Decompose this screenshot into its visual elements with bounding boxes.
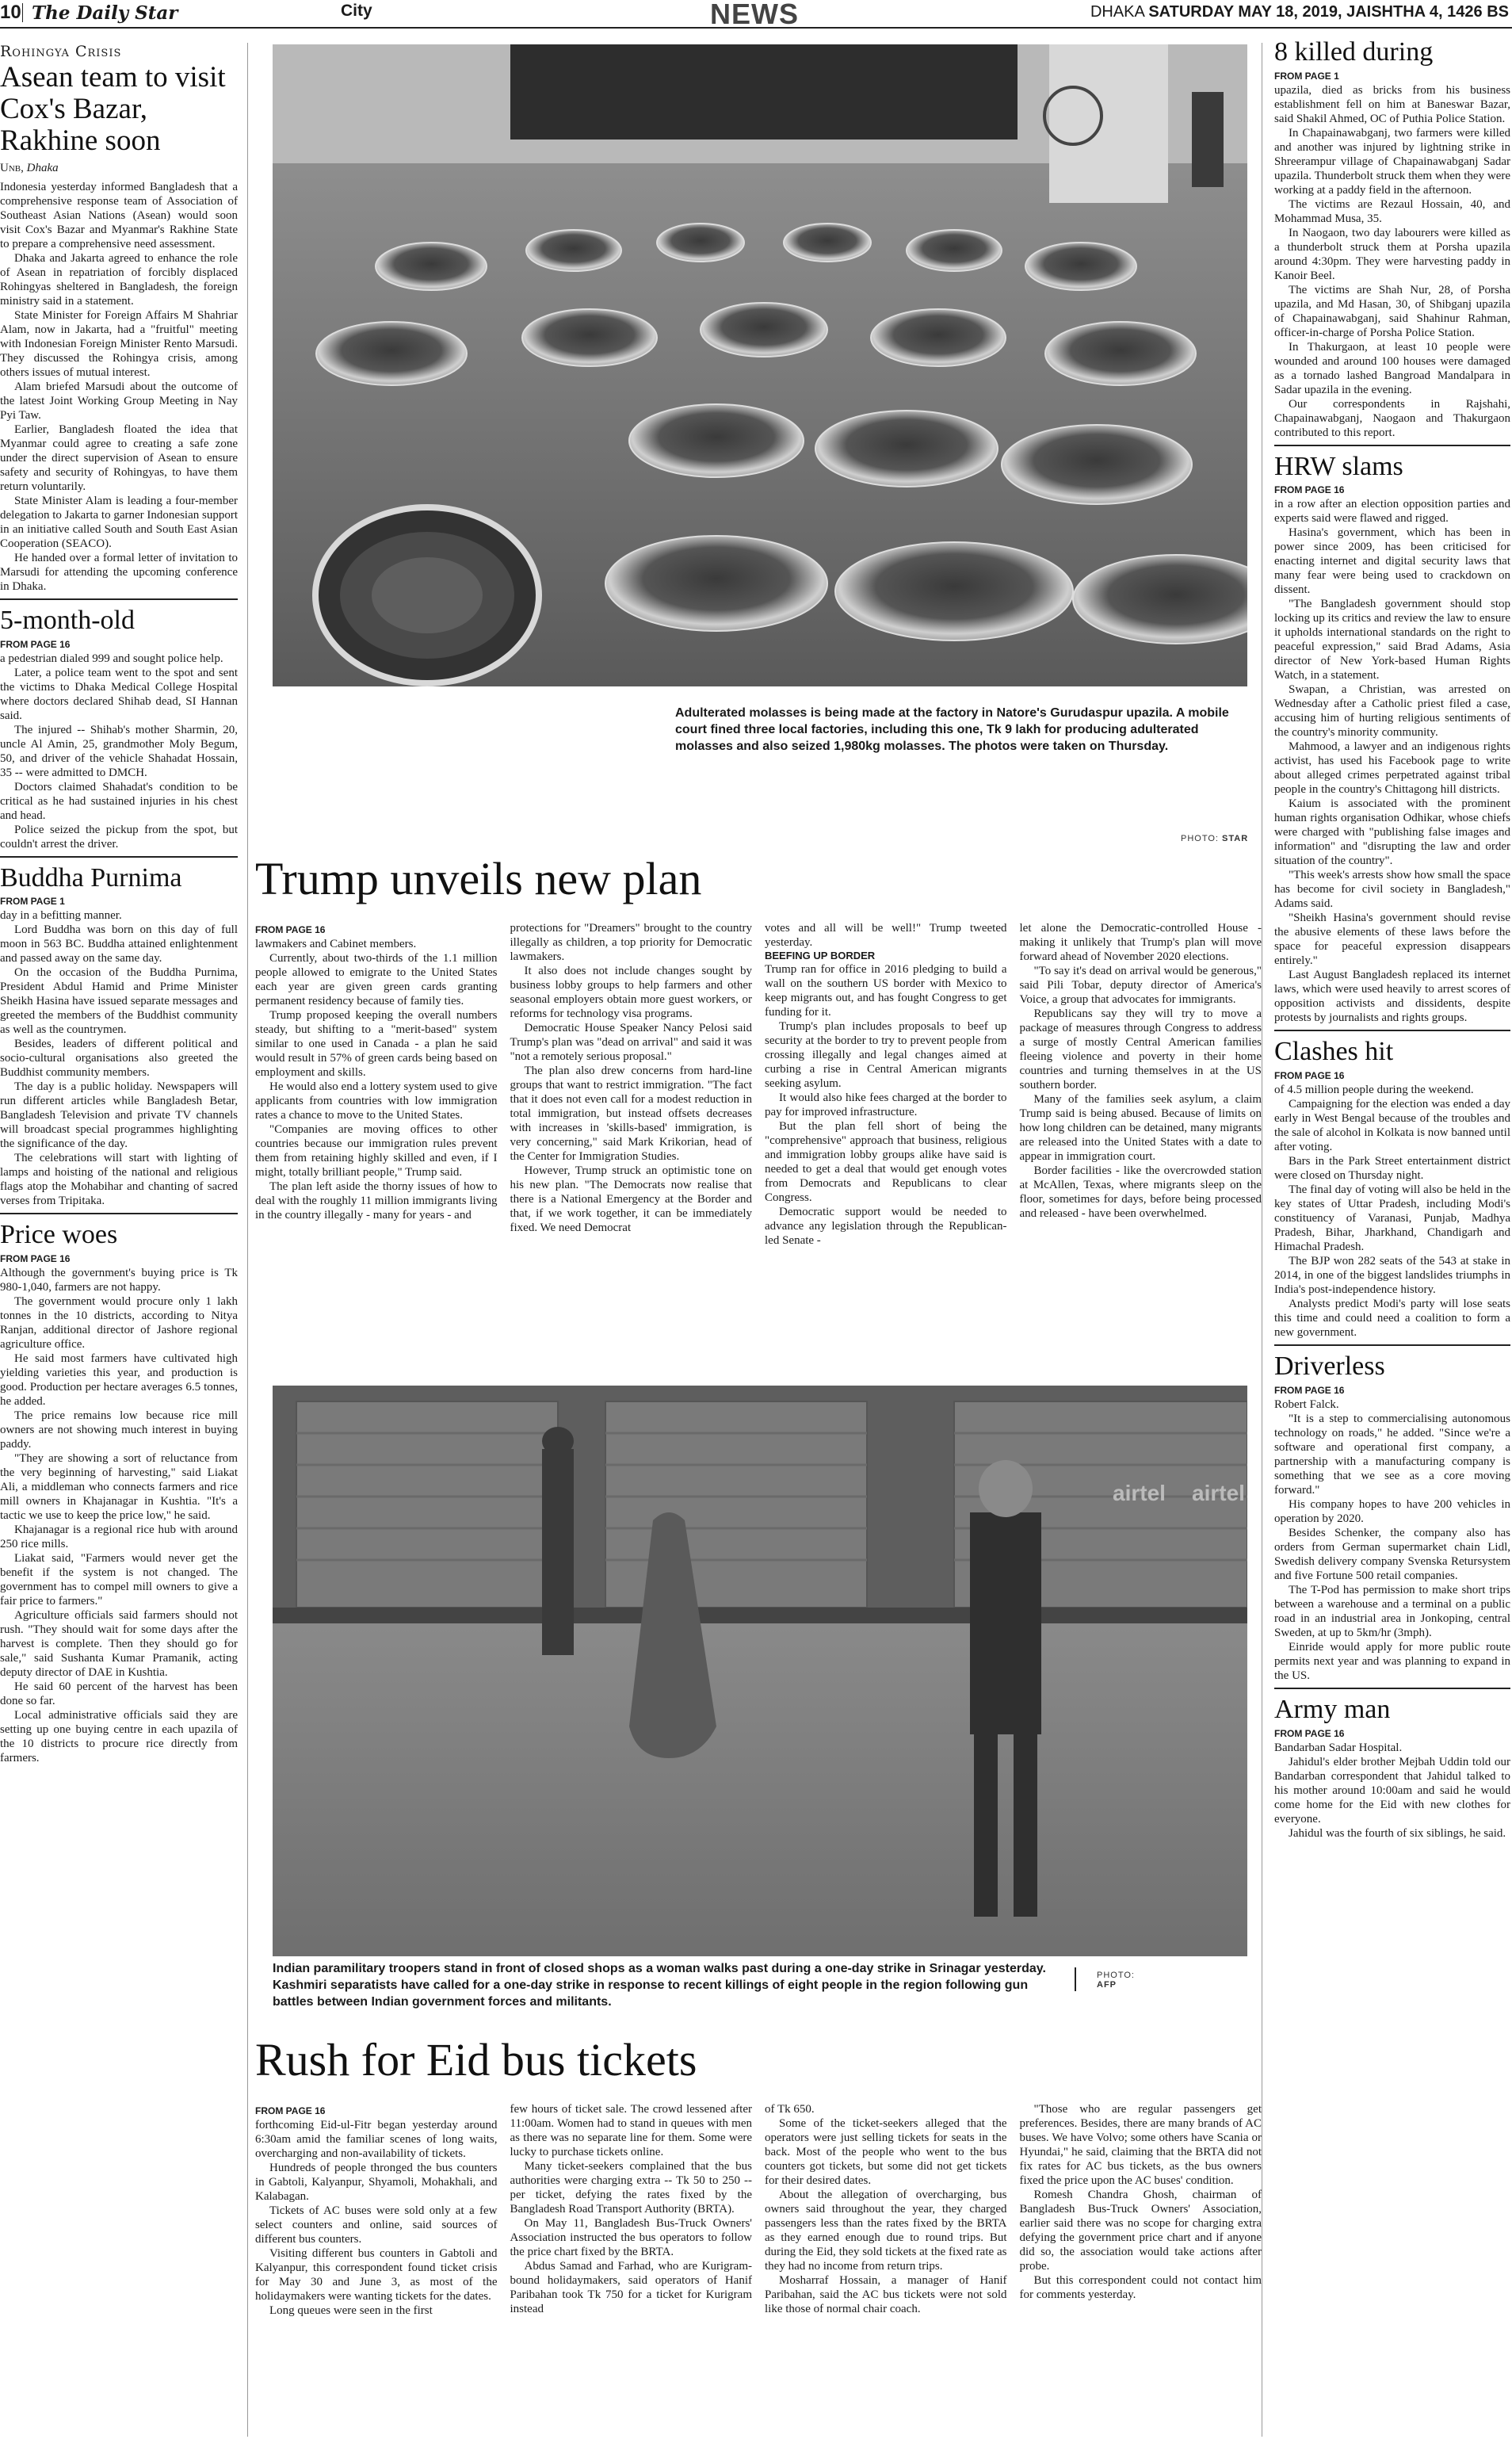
paragraph: The BJP won 282 seats of the 543 at stake in 2014, in one of the biggest landslides triumphs in India's post-independence history. <box>1274 1255 1510 1297</box>
credit-divider <box>1075 1967 1076 1991</box>
paragraph: Indonesia yesterday informed Bangladesh that a comprehensive response team of Association of Southeast Asian Nations (Asean) would soon visit Cox's Bazar and Myanmar's Rakhine State to prepare a comprehensive need assessment. <box>0 180 238 250</box>
jump-label: FROM PAGE 16 <box>1274 1727 1345 1739</box>
jump-label: FROM PAGE 16 <box>1274 1070 1345 1082</box>
paragraph: Police seized the pickup from the spot, but couldn't arrest the driver. <box>0 823 238 851</box>
paragraph: votes and all will be well!" Trump tweeted yesterday. <box>765 922 1007 949</box>
paragraph: However, Trump struck an optimistic tone on his new plan. "The Democrats now realise that there is a National Emergency at the Border and that, if we work together, it can be immediately fixed. We need Democrat <box>510 1164 752 1234</box>
article-body <box>0 1266 238 1765</box>
page-number: 10 <box>0 2 21 23</box>
article-headline: Rush for Eid bus tickets <box>255 2034 697 2086</box>
divider <box>1274 1030 1510 1031</box>
article-headline: Buddha Purnima <box>0 862 182 893</box>
shop-sign: airtel <box>1113 1481 1166 1505</box>
paragraph: Last August Bangladesh replaced its internet laws, which were used heavily to arrest scores of opposition activists and dissidents, despite protests by journalists and rights groups. <box>1274 969 1510 1025</box>
paragraph: Analysts predict Modi's party will lose seats this time and could need a coalition to form a new government. <box>1274 1298 1510 1340</box>
paragraph: On the occasion of the Buddha Purnima, President Abdul Hamid and Prime Minister Sheikh Hasina have issued separate messages and greeted the members of the Buddhist community as well as the countrymen. <box>0 966 238 1037</box>
paragraph: Robert Falck. <box>1274 1397 1339 1411</box>
paragraph: The victims are Shah Nur, 28, of Porsha upazila, and Md Hasan, 30, of Shibganj upazila of Chapainawabganj, said Shahinur Rahman, officer-in-charge of Porsha Police Station. <box>1274 283 1510 339</box>
paragraph: Border facilities - like the overcrowded station at McAllen, Texas, where migrants sleep on the floor, sometimes for days, before being processed and released - have been overwhelmed. <box>1019 1164 1262 1220</box>
credit-source: AFP <box>1097 1980 1117 1990</box>
article-body <box>0 652 238 851</box>
article-body <box>1274 1397 1510 1683</box>
paragraph: Liakat said, "Farmers would never get the benefit if the system is not changed. The government has to compel mill owners to give a fair price to farmers." <box>0 1552 238 1608</box>
paragraph: Local administrative officials said they are setting up one buying centre in each upazila of the 10 districts to procure rice directly from farmers. <box>0 1709 238 1765</box>
paragraph: He said most farmers have cultivated high yielding varieties this year, and production is good. Production per hectare averages 6.5 tonnes, he added. <box>0 1352 238 1409</box>
paragraph: Tickets of AC buses were sold only at a few select counters and online, said sources of different bus counters. <box>255 2204 498 2246</box>
section-label: City <box>341 2 372 20</box>
paragraph: let alone the Democratic-controlled House - making it unlikely that Trump's plan will move forward ahead of November 2020 elections. <box>1019 922 1262 963</box>
article-body <box>0 908 238 1208</box>
paragraph: Dhaka and Jakarta agreed to enhance the role of Asean in repatriation of forcibly displaced Rohingyas sheltered in Bangladesh, the foreign ministry said in a statement. <box>0 251 238 308</box>
divider <box>1274 445 1510 446</box>
paragraph: Visiting different bus counters in Gabtoli and Kalyanpur, this correspondent found ticket crisis for May 30 and June 3, as most of the holidaymakers were wanting tickets for the dates. <box>255 2247 498 2303</box>
paragraph: "Those who are regular passengers get preferences. Besides, there are many brands of AC buses. We have Volvo; some others have Scania or Hyundai," he said, claiming that the BRTA did not fix rates for AC bus tickets, as the bus owners fixed the price upon the AC buses' condition. <box>1019 2103 1262 2187</box>
shop-sign: airtel <box>1192 1481 1245 1505</box>
paragraph: few hours of ticket sale. The crowd lessened after 11:00am. Women had to stand in queues with men as there was no separate line for them. Some were lucky to purchase tickets online. <box>510 2103 752 2158</box>
molasses-closeup-image <box>319 510 536 680</box>
article-headline: 8 killed during <box>1274 37 1434 67</box>
article-headline: Clashes hit <box>1274 1037 1394 1067</box>
jump-label: FROM PAGE 16 <box>255 924 326 935</box>
text-column <box>255 921 498 1248</box>
paragraph: Democratic House Speaker Nancy Pelosi said Trump's plan was "dead on arrival" and said it was "not a remotely serious proposal." <box>510 1022 752 1063</box>
paragraph: His company hopes to have 200 vehicles in operation by 2020. <box>1274 1497 1510 1525</box>
article-headline: Army man <box>1274 1694 1391 1724</box>
header-divider <box>22 3 23 22</box>
divider <box>1274 1688 1510 1689</box>
paragraph: Currently, about two-thirds of the 1.1 million people allowed to emigrate to the United States each year are given green cards granting permanent residency because of family ties. <box>255 952 498 1007</box>
paragraph: The T-Pod has permission to make short trips between a warehouse and a terminal on a public road in an industrial area in Jonkoping, central Sweden, at up to 5km/hr (3mph). <box>1274 1583 1510 1639</box>
paragraph: State Minister for Foreign Affairs M Shahriar Alam, now in Jakarta, had a "fruitful" meeting with Indonesian Foreign Minister Rento Marsudi. They discussed the Rohingya crisis, among others issues of mutual interest. <box>0 308 238 379</box>
credit-label: PHOTO: <box>1097 1971 1135 1980</box>
text-column <box>765 921 1007 1248</box>
paragraph: "Companies are moving offices to other countries because our immigration rules prevent them from retaining highly skilled and even, if I might, totally brilliant people," Trump said. <box>255 1123 498 1179</box>
paragraph: "The Bangladesh government should stop locking up its critics and review the law to ensure it upholds international standards on the right to peaceful expression," said Brad Adams, Asia director of New York-based Human Rights Watch, in a statement. <box>1274 598 1510 682</box>
paragraph: lawmakers and Cabinet members. <box>255 938 417 950</box>
paragraph: The government would procure only 1 lakh tonnes in the 10 districts, according to Nitya Ranjan, additional director of Jashore regional agriculture office. <box>0 1295 238 1351</box>
paragraph: Mahmood, a lawyer and an indigenous rights activist, has used his Facebook page to write about alleged crimes perpetrated against tribal people in the country's Chittagong hill districts. <box>1274 740 1510 797</box>
jump-label: FROM PAGE 16 <box>1274 1384 1345 1396</box>
paragraph: of 4.5 million people during the weekend. <box>1274 1084 1474 1097</box>
paragraph: upazila, died as bricks from his business establishment fell on him at Baneswar Bazar, said Shakil Ahmed, OC of Puthia Police Station. <box>1274 83 1510 125</box>
paragraph: It also does not include changes sought by business lobby groups to help farmers and other seasonal employers obtain more guest workers, or reforms for technology visa programs. <box>510 965 752 1020</box>
paragraph: It would also hike fees charged at the border to pay for improved infrastructure. <box>765 1091 1007 1118</box>
text-column <box>255 2102 498 2318</box>
paragraph: Hasina's government, which has been in power since 2009, has been criticised for enacting internet and digital security laws that many fear were being used to crackdown on dissent. <box>1274 526 1510 597</box>
molasses-photo <box>273 44 1247 686</box>
paragraph: "This week's arrests show how small the space has become for civil society in Bangladesh," Adams said. <box>1274 869 1511 911</box>
paragraph: The day is a public holiday. Newspapers will run different articles while Bangladesh Betar, Bangladesh Television and private TV channels will broadcast special programmes highlighting the significance of the day. <box>0 1080 238 1151</box>
paragraph: Swapan, a Christian, was arrested on Wednesday after a Catholic priest filed a case, accusing him of hurting religious sentiments of the country's minority community. <box>1274 683 1510 740</box>
paragraph: Bandarban Sadar Hospital. <box>1274 1741 1403 1754</box>
article-headline: HRW slams <box>1274 451 1403 481</box>
article-eid <box>255 2102 1262 2318</box>
jump-label: FROM PAGE 16 <box>0 638 71 650</box>
jump-label: FROM PAGE 16 <box>1274 484 1345 496</box>
srinagar-photo <box>273 1386 1247 1956</box>
paragraph: day in a befitting manner. <box>0 909 122 923</box>
article-headline: 5-month-old <box>0 605 135 635</box>
article-body <box>1274 83 1510 440</box>
date-bangla: JAISHTHA 4, 1426 BS <box>1346 3 1509 21</box>
paragraph: Although the government's buying price is Tk 980-1,040, farmers are not happy. <box>0 1267 238 1294</box>
paragraph: The plan also drew concerns from hard-line groups that want to restrict immigration. "The fact that it does not even call for a modest reduction in total immigration, but instead offsets decreases with increases in 'skills-based' immigration, is very concerning," said Mark Krikorian, head of the Center for Immigration Studies. <box>510 1065 752 1163</box>
paragraph: Agriculture officials said farmers should not rush. "They should wait for some days after the harvest is complete. Then they should go for sale," said Sushanta Kumar Pramanik, acting deputy director of DAE in Kushtia. <box>0 1609 238 1680</box>
paragraph: Abdus Samad and Farhad, who are Kurigram-bound holidaymakers, said operators of Hanif Paribahan took Tk 750 for a ticket for Kurigram instead <box>510 2260 752 2315</box>
photo-caption: Adulterated molasses is being made at the factory in Natore's Gurudaspur upazila. A mobile court fined three local factories, including this one, Tk 9 lakh for producing adulterated molasses and also seized 1,980kg molasses. The photos were taken on Thursday. <box>675 706 1229 753</box>
paragraph: In Naogaon, two day labourers were killed as a thunderbolt struck them at Porsha upazila around 4:30pm. They were harvesting paddy in Kanoir Beel. <box>1274 226 1510 282</box>
paragraph: Kaium is associated with the prominent human rights organisation Odhikar, whose chiefs were charged with "publishing false images and information" and "disrupting the law and order situation of the country". <box>1274 797 1510 868</box>
paragraph: About the allegation of overcharging, bus owners said throughout the year, they charged passengers less than the rates fixed by the BRTA as they earned enough due to round trips. But during the Eid, they sold tickets at the fixed rate as they had no income from return trips. <box>765 2189 1007 2273</box>
text-column <box>1020 921 1262 1248</box>
paragraph: Doctors claimed Shahadat's condition to be critical as he had sustained injuries in his chest and head. <box>0 780 238 822</box>
paragraph: On May 11, Bangladesh Bus-Truck Owners' Association instructed the bus operators to follow the price chart fixed by the BRTA. <box>510 2217 752 2258</box>
text-column <box>510 921 753 1248</box>
divider <box>1274 1344 1510 1346</box>
paragraph: The price remains low because rice mill owners are not showing much interest in buying paddy. <box>0 1409 238 1451</box>
article-body <box>0 180 238 594</box>
caption-box <box>273 1959 1247 2032</box>
article-body <box>1274 1083 1510 1340</box>
article-byline <box>0 162 238 175</box>
paragraph: Bars in the Park Street entertainment district were closed on Thursday night. <box>1274 1155 1510 1183</box>
paragraph: The victims are Rezaul Hossain, 40, and Mohammad Musa, 35. <box>1274 197 1510 225</box>
paragraph: Trump's plan includes proposals to beef up security at the border to try to prevent people from crossing illegally and legal changes aimed at curbing a rise in Central American migrants seeking asylum. <box>765 1019 1007 1090</box>
date-main: SATURDAY MAY 18, 2019, <box>1148 3 1342 21</box>
article-headline: Asean team to visit Cox's Bazar, Rakhine soon <box>0 61 226 157</box>
divider <box>0 1213 238 1214</box>
article-trump <box>255 921 1262 1248</box>
divider <box>0 856 238 858</box>
subheading: BEEFING UP BORDER <box>765 950 876 962</box>
byline-agency: Unb, <box>0 161 24 174</box>
paragraph: Long queues were seen in the first <box>269 2304 433 2317</box>
left-column <box>0 43 238 1765</box>
molasses-inset-photo <box>312 504 542 686</box>
photo-credit <box>1181 834 1248 843</box>
paragraph: "They are showing a sort of reluctance from the very beginning of harvesting," said Liakat Ali, a middleman who connects farmers and rice mill owners in Khajanagar in Kushtia. "It's a tactic we use to keep the price low," he said. <box>0 1452 238 1523</box>
paragraph: Later, a police team went to the spot and sent the victims to Dhaka Medical College Hospital where doctors declared Shihab dead, SI Hannan said. <box>0 666 238 722</box>
srinagar-strike-image <box>273 1386 1247 1956</box>
column-rule <box>247 43 248 2437</box>
paragraph: The injured -- Shihab's mother Sharmin, 20, uncle Al Amin, 25, grandmother Moly Begum, 50, and driver of the vehicle Shahadat Hossain, 35 -- were admitted to DMCH. <box>0 723 238 779</box>
article-headline: Trump unveils new plan <box>255 853 702 904</box>
divider <box>0 598 238 600</box>
byline-place: Dhaka <box>26 161 59 174</box>
paragraph: protections for "Dreamers" brought to the country illegally as children, a top priority for Democratic lawmakers. <box>510 922 752 963</box>
paragraph: The celebrations will start with lighting of lamps and hoisting of the national and religious flags atop the Mohabihar and chanting of sacred verses from Tripitaka. <box>0 1152 238 1208</box>
paragraph: Alam briefed Marsudi about the outcome of the latest Joint Working Group Meeting in Nay Pyi Taw. <box>0 380 238 422</box>
jump-label: FROM PAGE 16 <box>0 1253 71 1265</box>
text-column <box>1020 2102 1262 2318</box>
paragraph: Republicans say they will try to move a package of measures through Congress to address a surge of mostly Central American families fleeing violence and poverty in their home countries and turning themselves in at the US southern border. <box>1019 1007 1262 1092</box>
paragraph: Besides Schenker, the company also has orders from German supermarket chain Lidl, Swedish delivery company Svenska Retursystem and five Fortune 500 retail companies. <box>1274 1526 1510 1582</box>
article-headline: Driverless <box>1274 1351 1385 1382</box>
paragraph: He said 60 percent of the harvest has been done so far. <box>0 1680 238 1708</box>
paragraph: Trump proposed keeping the overall numbers steady, but shifting to a "merit-based" system similar to one used in Canada - a plan he said would result in 57% of green cards being based on employment and skills. <box>255 1009 498 1079</box>
paragraph: Jahidul was the fourth of six siblings, he said. <box>1289 1826 1506 1840</box>
article-body <box>1274 1741 1510 1841</box>
paragraph: Khajanagar is a regional rice hub with around 250 rice mills. <box>0 1524 238 1551</box>
paragraph: of Tk 650. <box>765 2103 815 2116</box>
paragraph: In Thakurgaon, at least 10 people were wounded and around 100 houses were damaged as a tornado lashed Bangroad Mandalpara in Sadar upazila in the evening. <box>1274 340 1510 396</box>
article-headline: Price woes <box>0 1220 118 1250</box>
dateline <box>1090 3 1509 21</box>
paragraph: "To say it's dead on arrival would be generous," said Pili Tobar, deputy director of America's Voice, a group that advocates for immigrants. <box>1019 965 1262 1006</box>
paragraph: Trump ran for office in 2016 pledging to build a wall on the southern US border with Mexico to keep migrants out, and has fought Congress to get funding for it. <box>765 962 1007 1019</box>
jump-label: FROM PAGE 1 <box>0 896 65 908</box>
jump-label: FROM PAGE 1 <box>1274 70 1339 82</box>
paragraph: Lord Buddha was born on this day of full moon in 563 BC. Buddha attained enlightenment and passed away on the same day. <box>0 923 238 965</box>
paragraph: Many of the families seek asylum, a claim Trump said is being abused. Because of limits on how long children can be detained, many migrants are released into the United States with a date to appear in immigration court. <box>1019 1093 1262 1163</box>
paragraph: Democratic support would be needed to advance any legislation through the Republican-led Senate - <box>765 1205 1007 1247</box>
paragraph: Romesh Chandra Ghosh, chairman of Bangladesh Bus-Truck Owners' Association, earlier said there was no scope for charging extra defying the government price chart and if anyone did so, the association would take actions after probe. <box>1019 2189 1262 2273</box>
right-column <box>1274 38 1510 1841</box>
paragraph: In Chapainawabganj, two farmers were killed and another was injured by lightning strike in Shreerampur village of Chapainawabganj Sadar upazila. Thunderbolt struck them when they were working at a paddy field in the afternoon. <box>1274 126 1510 197</box>
paragraph: Campaigning for the election was ended a day early in West Bengal because of the troubles and the sale of alcohol in Kolkata is now banned until after voting. <box>1274 1098 1510 1154</box>
paragraph: in a row after an election opposition parties and experts said were flawed and rigged. <box>1274 498 1510 526</box>
date-city: DHAKA <box>1090 3 1144 21</box>
article-kicker: Rohingya Crisis <box>0 43 122 60</box>
text-column <box>510 2102 753 2318</box>
paragraph: Mosharraf Hossain, a manager of Hanif Paribahan, said the AC bus tickets were not sold like those of normal chair coach. <box>765 2274 1007 2315</box>
paragraph: The plan left aside the thorny issues of how to deal with the roughly 11 million immigrants living in the country illegally - many for years - and <box>255 1180 498 1222</box>
paragraph: Some of the ticket-seekers alleged that the operators were just selling tickets for seats in the back. Most of the people who went to the bus counters got tickets, but some did not get tickets for their desired dates. <box>765 2117 1007 2187</box>
paragraph: Many ticket-seekers complained that the bus authorities were charging extra -- Tk 50 to 250 -- per ticket, defying the rates fixed by the Bangladesh Road Transport Authority (BRTA). <box>510 2160 752 2216</box>
paragraph: Our correspondents in Rajshahi, Chapainawabganj, Naogaon and Thakurgaon contributed to this report. <box>1274 397 1510 439</box>
paragraph: Earlier, Bangladesh floated the idea that Myanmar could agree to creating a safe zone under the direct supervision of Asean to ensure safety and security of Rohingyas, to have them return voluntarily. <box>0 422 238 493</box>
paragraph: "Sheikh Hasina's government should revise the abusive elements of these laws before the space for peaceful expression disappears entirely." <box>1274 912 1510 968</box>
paragraph: State Minister Alam is leading a four-member delegation to Jakarta to garner Indonesian support in an initiative called South and South East Asian Cooperation (SEACO). <box>0 494 238 550</box>
paragraph: forthcoming Eid-ul-Fitr began yesterday around 6:30am amid the familiar scenes of long waits, overcharging and non-availability of tickets. <box>255 2119 498 2160</box>
paragraph: Besides, leaders of different political and socio-cultural organisations also greeted the Buddhist community members. <box>0 1038 238 1080</box>
paragraph: He would also end a lottery system used to give applicants from countries with low immigration rates a chance to move to the United States. <box>255 1080 498 1122</box>
paragraph: a pedestrian dialed 999 and sought police help. <box>0 652 223 665</box>
paragraph: The final day of voting will also be held in the key states of Uttar Pradesh, including Modi's constituency of Varanasi, Punjab, Madhya Pradesh, Bihar, Jharkhand, Chandigarh and Himachal Pradesh. <box>1274 1183 1510 1254</box>
text-column <box>765 2102 1007 2318</box>
article-body <box>1274 497 1510 1025</box>
paragraph: But this correspondent could not contact him for comments yesterday. <box>1019 2274 1262 2301</box>
jump-label: FROM PAGE 16 <box>255 2105 326 2116</box>
section-banner: NEWS <box>710 0 799 30</box>
credit-source: STAR <box>1222 834 1249 843</box>
paragraph: "It is a step to commercialising autonomous technology on roads," he added. "Since we're a software and operational first company, a partnership with a manufacturing company is something that we see as a core moving forward." <box>1274 1412 1510 1497</box>
photo-caption: Indian paramilitary troopers stand in front of closed shops as a woman walks past during a one-day strike in Srinagar yesterday. Kashmiri separatists have called for a one-day strike in response to recent killings of eight people in the region following gun battles between Indian government forces and militants. <box>273 1962 1046 2009</box>
credit-label: PHOTO: <box>1181 834 1219 843</box>
paragraph: Jahidul's elder brother Mejbah Uddin told our Bandarban correspondent that Jahidul talked to his mother around 10:00am and said he would come home for the Eid with new clothes for everyone. <box>1274 1755 1510 1826</box>
paragraph: Hundreds of people thronged the bus counters in Gabtoli, Kalyanpur, Shyamoli, Mohakhali, and Kalabagan. <box>255 2162 498 2203</box>
paragraph: He handed over a formal letter of invitation to Marsudi for attending the upcoming conference in Dhaka. <box>0 551 238 593</box>
paper-name: The Daily Star <box>32 2 178 24</box>
page-header <box>0 0 1512 29</box>
paragraph: But the plan fell short of being the "comprehensive" approach that business, religious and immigration lobby groups alike have said is needed to get a deal that would get enough votes from Democrats and Republicans to clear Congress. <box>765 1119 1007 1204</box>
photo-credit <box>1097 1971 1135 1990</box>
paragraph: Einride would apply for more public route permits next year and was planning to expand in the US. <box>1274 1640 1510 1682</box>
